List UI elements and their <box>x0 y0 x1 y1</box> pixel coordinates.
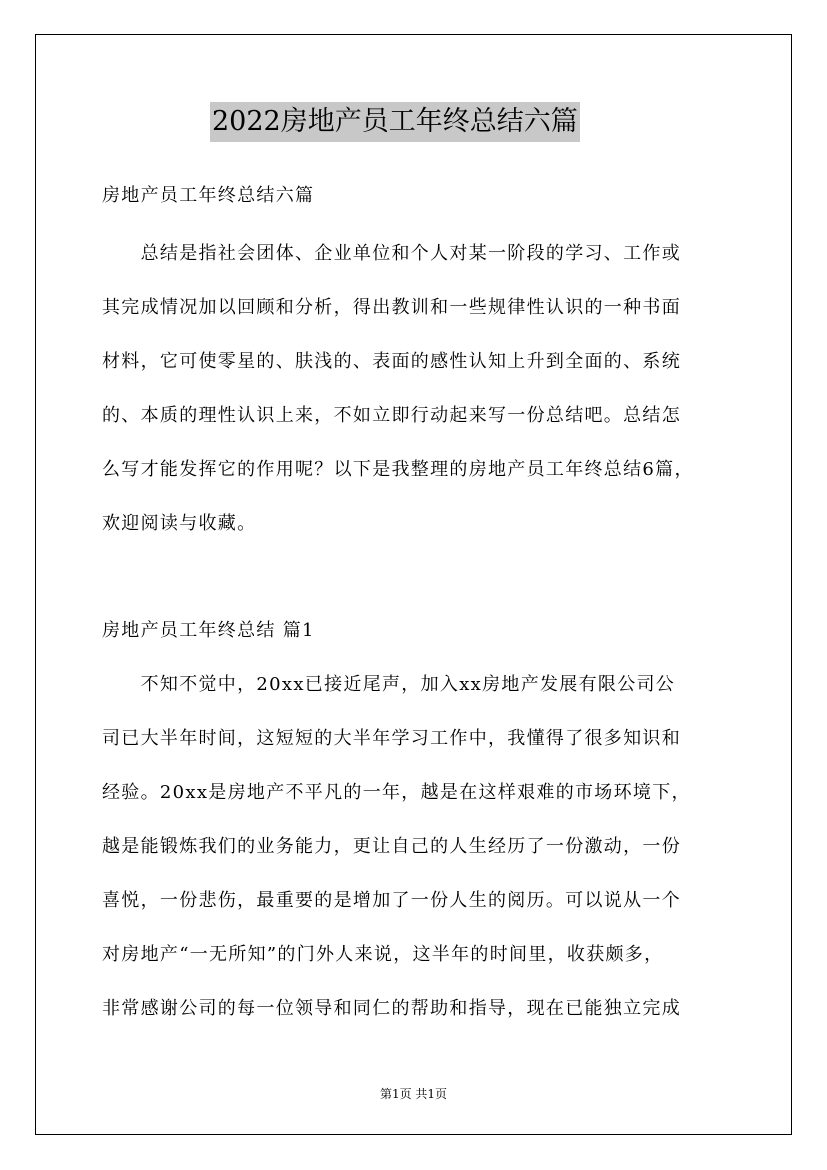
document-title: 2022房地产员工年终总结六篇 <box>210 102 580 142</box>
section-heading: 房地产员工年终总结 篇1 <box>102 620 315 641</box>
section-line: 喜悦，一份悲伤，最重要的是增加了一份人生的阅历。可以说从一个 <box>102 890 681 911</box>
intro-line: 么写才能发挥它的作用呢？以下是我整理的房地产员工年终总结6篇， <box>102 459 694 480</box>
intro-line: 其完成情况加以回顾和分析，得出教训和一些规律性认识的一种书面 <box>102 297 681 318</box>
section-line: 司已大半年时间，这短短的大半年学习工作中，我懂得了很多知识和 <box>102 728 681 749</box>
intro-line: 欢迎阅读与收藏。 <box>102 513 257 534</box>
section-line: 越是能锻炼我们的业务能力，更让自己的人生经历了一份激动，一份 <box>102 836 681 857</box>
intro-line: 总结是指社会团体、企业单位和个人对某一阶段的学习、工作或 <box>102 243 681 264</box>
section-line: 对房地产“一无所知”的门外人来说，这半年的时间里，收获颇多， <box>102 944 664 965</box>
page-number-footer: 第1页 共1页 <box>379 1087 448 1101</box>
section-line: 经验。20xx是房地产不平凡的一年，越是在这样艰难的市场环境下， <box>102 782 691 803</box>
document-subtitle: 房地产员工年终总结六篇 <box>102 185 315 206</box>
intro-line: 的、本质的理性认识上来，不如立即行动起来写一份总结吧。总结怎 <box>102 405 681 426</box>
section-line: 不知不觉中，20xx已接近尾声，加入xx房地产发展有限公司公 <box>102 674 676 695</box>
section-line: 非常感谢公司的每一位领导和同仁的帮助和指导，现在已能独立完成 <box>102 998 681 1019</box>
intro-line: 材料，它可使零星的、肤浅的、表面的感性认知上升到全面的、系统 <box>102 351 681 372</box>
